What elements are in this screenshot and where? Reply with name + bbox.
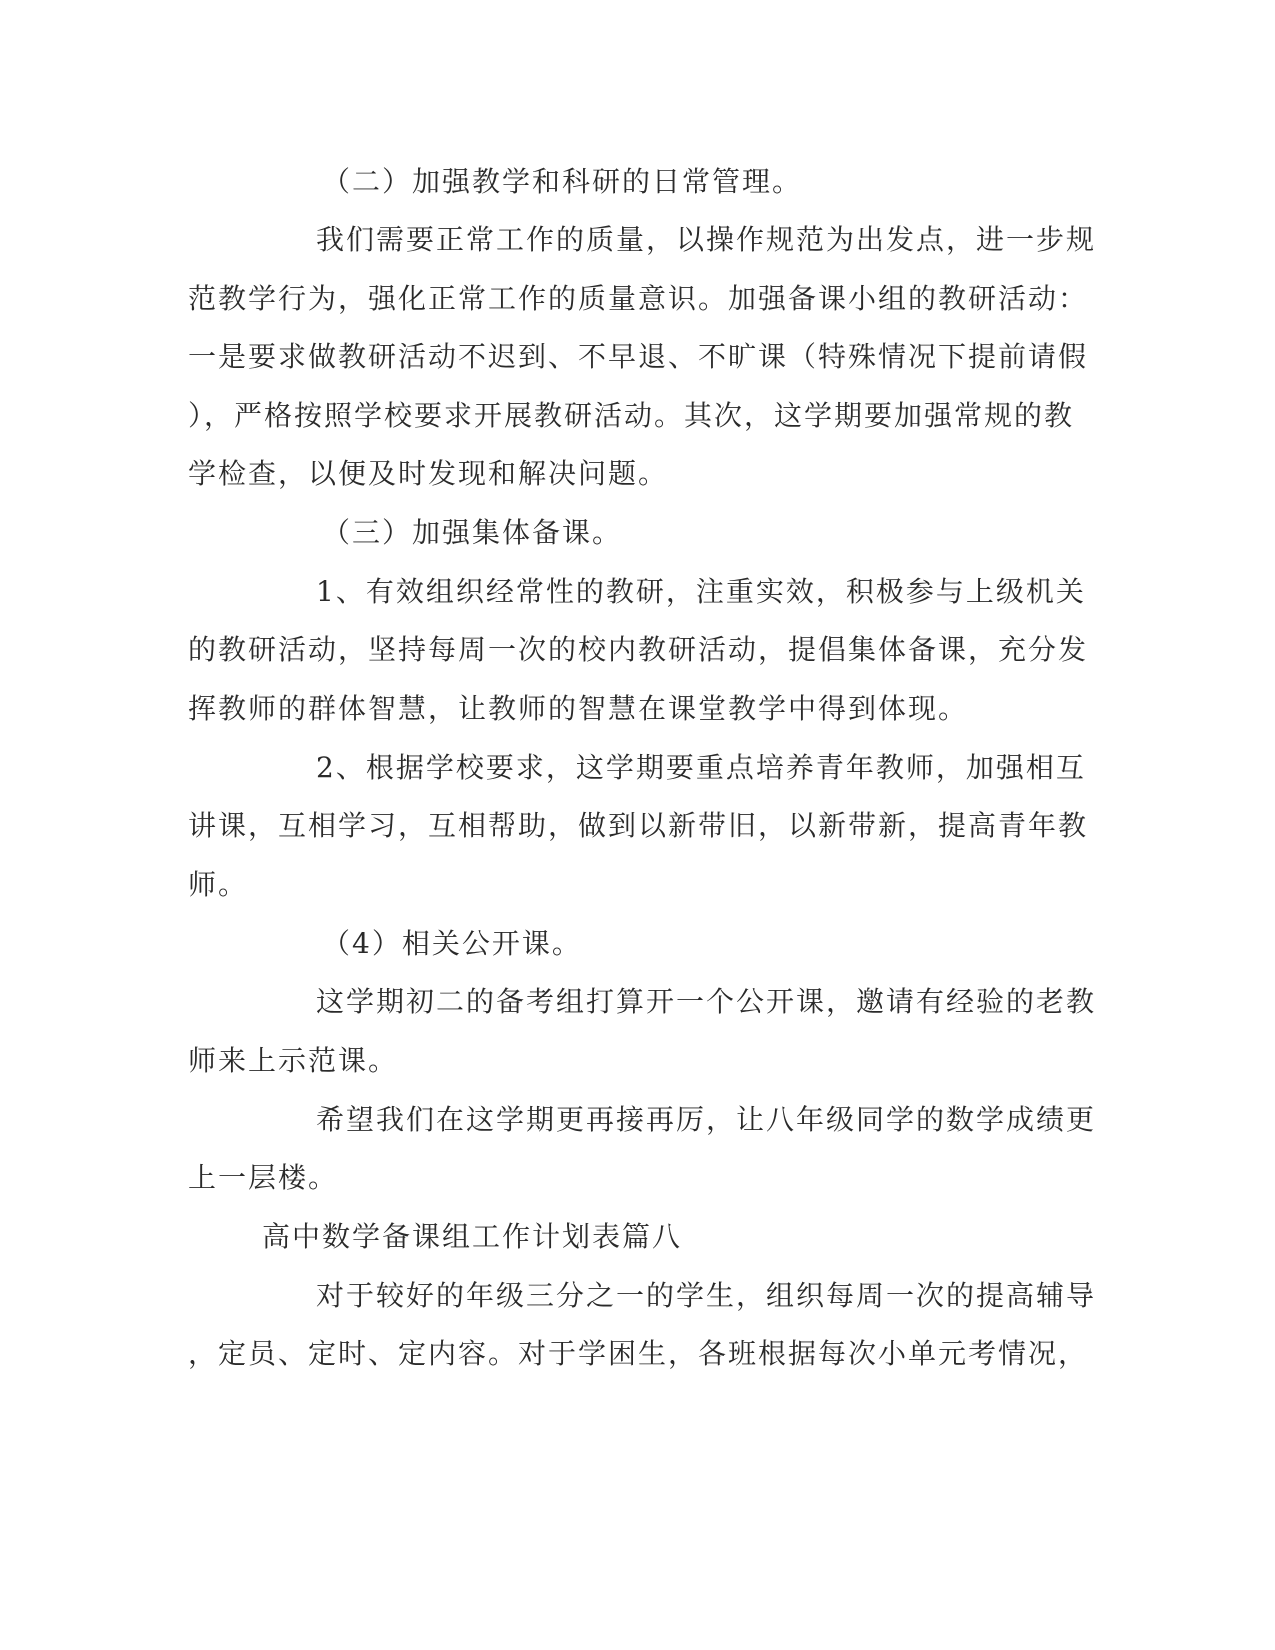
paragraph-line: 讲课，互相学习，互相帮助，做到以新带旧，以新带新，提高青年教: [188, 809, 1089, 842]
paragraph-line: 对于较好的年级三分之一的学生，组织每周一次的提高辅导: [316, 1279, 1097, 1312]
paragraph-line: 我们需要正常工作的质量，以操作规范为出发点，进一步规: [316, 223, 1097, 256]
paragraph-line: 师来上示范课。: [188, 1044, 399, 1077]
paragraph-line: 1、有效组织经常性的教研，注重实效，积极参与上级机关: [316, 575, 1086, 608]
paragraph-line: ，定员、定时、定内容。对于学困生，各班根据每次小单元考情况，: [188, 1337, 1089, 1370]
subheading-daily-management: （二）加强教学和科研的日常管理。: [322, 165, 803, 198]
paragraph-line: ），严格按照学校要求开展教研活动。其次，这学期要加强常规的教: [188, 399, 1075, 432]
paragraph-line: 2、根据学校要求，这学期要重点培养青年教师，加强相互: [316, 751, 1086, 784]
section-title: 高中数学备课组工作计划表篇八: [262, 1220, 683, 1253]
paragraph-line: 的教研活动，坚持每周一次的校内教研活动，提倡集体备课，充分发: [188, 633, 1089, 666]
paragraph-line: 希望我们在这学期更再接再厉，让八年级同学的数学成绩更: [316, 1103, 1097, 1136]
paragraph-line: 师。: [188, 868, 249, 901]
paragraph-line: 上一层楼。: [188, 1161, 339, 1194]
subheading-collective-preparation: （三）加强集体备课。: [322, 516, 623, 549]
paragraph-line: 这学期初二的备考组打算开一个公开课，邀请有经验的老教: [316, 985, 1097, 1018]
paragraph-line: 挥教师的群体智慧，让教师的智慧在课堂教学中得到体现。: [188, 692, 969, 725]
paragraph-line: 范教学行为，强化正常工作的质量意识。加强备课小组的教研活动：: [188, 282, 1089, 315]
paragraph-line: 一是要求做教研活动不迟到、不早退、不旷课（特殊情况下提前请假: [188, 340, 1089, 373]
subheading-open-class: （4）相关公开课。: [322, 927, 582, 960]
paragraph-line: 学检查，以便及时发现和解决问题。: [188, 457, 669, 490]
